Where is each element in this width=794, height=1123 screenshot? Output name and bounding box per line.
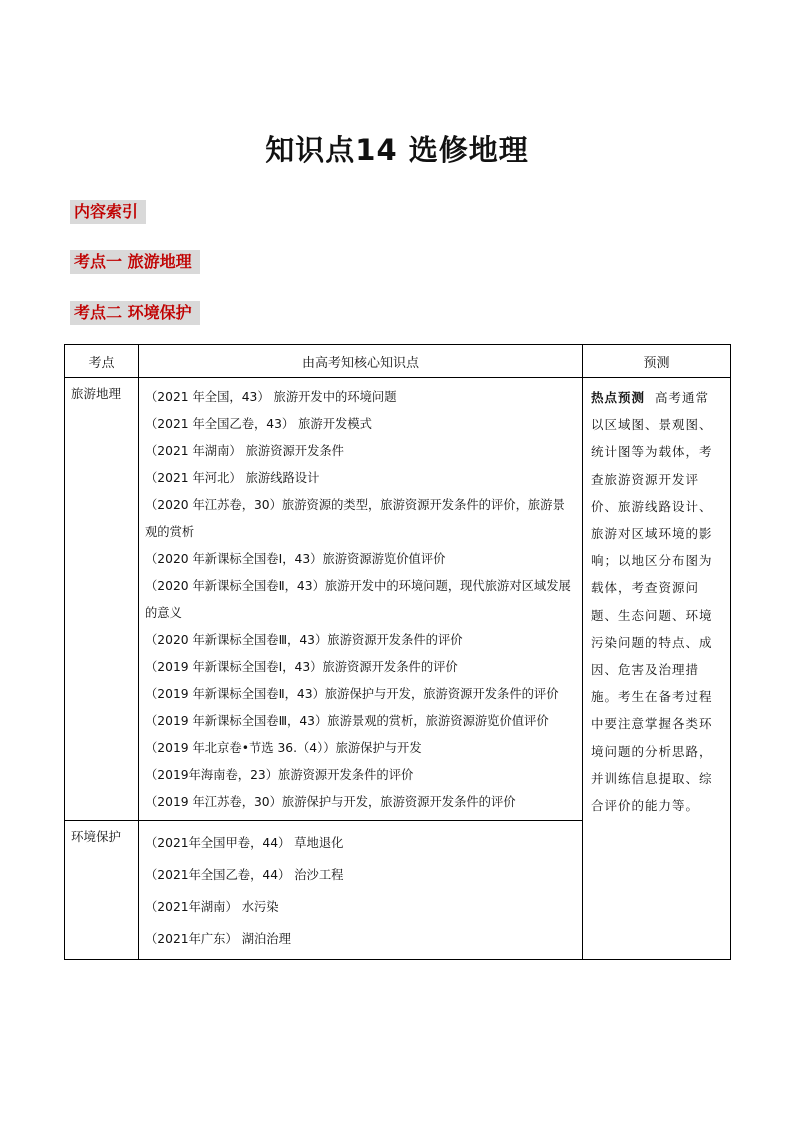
category-cell: 旅游地理 [65, 378, 139, 821]
table-row [65, 378, 731, 821]
list-item: （2019 年新课标全国卷Ⅲ，43）旅游景观的赏析，旅游资源游览价值评价 [145, 714, 549, 728]
category-cell: 环境保护 [65, 821, 139, 960]
list-item: （2021 年河北） 旅游线路设计 [145, 471, 320, 485]
list-item: （2020 年新课标全国卷Ⅰ，43）旅游资源游览价值评价 [145, 552, 446, 566]
list-item: （2020 年新课标全国卷Ⅲ，43）旅游资源开发条件的评价 [145, 633, 463, 647]
header-prediction: 预测 [583, 345, 731, 378]
list-item: （2020 年新课标全国卷Ⅱ，43）旅游开发中的环境问题，现代旅游对区域发展的意义 [145, 579, 571, 620]
list-item: （2021年湖南） 水污染 [145, 900, 279, 914]
list-item: （2021 年湖南） 旅游资源开发条件 [145, 444, 344, 458]
table-header-row [65, 345, 731, 378]
section-content-index: 内容索引 [70, 200, 146, 224]
prediction-cell [583, 378, 731, 960]
list-item: （2020 年江苏卷，30）旅游资源的类型，旅游资源开发条件的评价，旅游景观的赏析 [145, 498, 565, 539]
list-item: （2019 年江苏卷，30）旅游保护与开发，旅游资源开发条件的评价 [145, 795, 516, 809]
prediction-text: 高考通常以区域图、景观图、统计图等为载体，考查旅游资源开发评价、旅游线路设计、旅游对区域环境的影响；以地区分布图为载体，考查资源问题、生态问题、环境污染问题的特点、成因、危害及治理措施。考生在备考过程中要注意掌握各类环境问题的分析思路，并训练信息提取、综合评价的能力等。 [591, 390, 713, 814]
items-cell [139, 821, 583, 960]
list-item: （2021年全国乙卷，44） 治沙工程 [145, 868, 344, 882]
items-cell [139, 378, 583, 821]
header-knowledge: 由高考知核心知识点 [139, 345, 583, 378]
list-item: （2019 年北京卷•节选 36.（4））旅游保护与开发 [145, 741, 422, 755]
list-item: （2019 年新课标全国卷Ⅱ，43）旅游保护与开发，旅游资源开发条件的评价 [145, 687, 559, 701]
list-item: （2019 年新课标全国卷Ⅰ，43）旅游资源开发条件的评价 [145, 660, 458, 674]
page-title: 知识点14 选修地理 [265, 133, 529, 167]
section-tourism-geography: 考点一 旅游地理 [70, 250, 200, 274]
prediction-label: 热点预测 [591, 390, 646, 405]
list-item: （2021 年全国，43） 旅游开发中的环境问题 [145, 390, 397, 404]
section-environmental-protection: 考点二 环境保护 [70, 301, 200, 325]
list-item: （2021年广东） 湖泊治理 [145, 932, 291, 946]
knowledge-table [64, 344, 731, 960]
list-item: （2021 年全国乙卷，43） 旅游开发模式 [145, 417, 372, 431]
list-item: （2021年全国甲卷，44） 草地退化 [145, 836, 344, 850]
list-item: （2019年海南卷，23）旅游资源开发条件的评价 [145, 768, 414, 782]
header-topic: 考点 [65, 345, 139, 378]
